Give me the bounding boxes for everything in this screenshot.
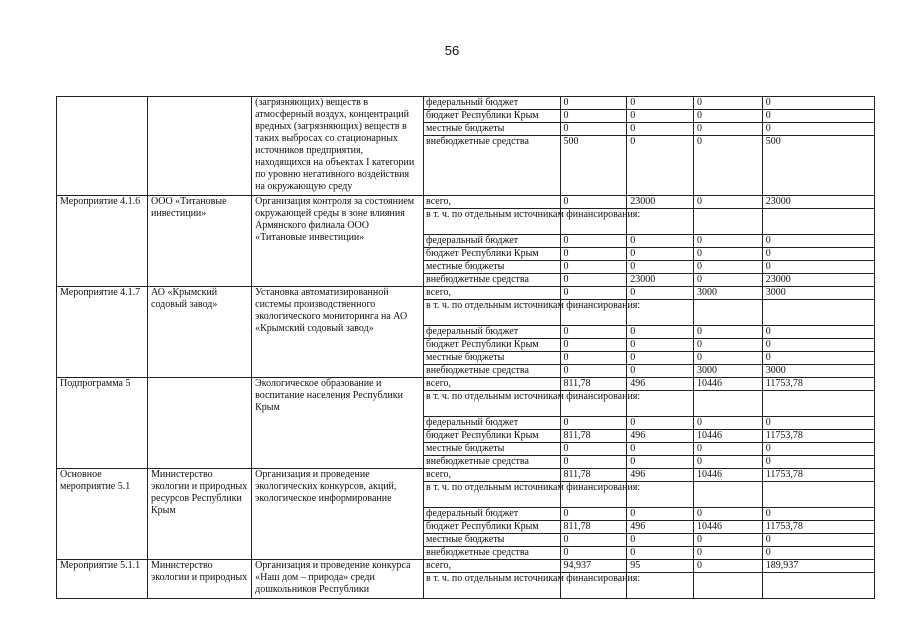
value-cell-4: [762, 300, 874, 326]
value-cell-1: 0: [560, 261, 627, 274]
measure-description-cell: Организация контроля за состоянием окружающей среды в зоне влияния Армянского филиала ООО «Титановые инвестиции»: [252, 196, 424, 287]
measure-code-cell: Мероприятие 5.1.1: [57, 560, 148, 599]
table-row: [57, 378, 875, 391]
value-cell-1: 0: [560, 248, 627, 261]
value-cell-2: 0: [627, 110, 694, 123]
value-cell-2: 23000: [627, 274, 694, 287]
measure-description-cell: Установка автоматизированной системы производственного экологического мониторинга на АО «Крымский содовый завод»: [252, 287, 424, 378]
table-row: [57, 469, 875, 482]
funding-source-cell: федеральный бюджет: [424, 417, 561, 430]
value-cell-2: 496: [627, 521, 694, 534]
value-cell-4: [762, 482, 874, 508]
value-cell-2: 0: [627, 123, 694, 136]
funding-source-cell: в т. ч. по отдельным источникам финансирования:: [424, 391, 561, 417]
value-cell-1: 811,78: [560, 521, 627, 534]
value-cell-4: [762, 573, 874, 599]
measure-description-cell: Организация и проведение конкурса «Наш дом – природа» среди дошкольников Республики: [252, 560, 424, 599]
value-cell-1: 811,78: [560, 378, 627, 391]
funding-source-cell: внебюджетные средства: [424, 274, 561, 287]
funding-source-cell: всего,: [424, 287, 561, 300]
funding-source-cell: местные бюджеты: [424, 352, 561, 365]
executor-cell: [148, 378, 252, 469]
table-row: [57, 560, 875, 573]
value-cell-3: 0: [693, 326, 762, 339]
value-cell-3: [693, 209, 762, 235]
value-cell-1: 0: [560, 97, 627, 110]
value-cell-4: 0: [762, 443, 874, 456]
value-cell-3: 0: [693, 136, 762, 196]
value-cell-1: 500: [560, 136, 627, 196]
value-cell-1: 811,78: [560, 430, 627, 443]
value-cell-4: 23000: [762, 274, 874, 287]
value-cell-3: 0: [693, 110, 762, 123]
value-cell-3: [693, 300, 762, 326]
value-cell-1: 0: [560, 352, 627, 365]
value-cell-2: 0: [627, 136, 694, 196]
value-cell-3: 0: [693, 352, 762, 365]
value-cell-4: 0: [762, 110, 874, 123]
funding-source-cell: федеральный бюджет: [424, 235, 561, 248]
value-cell-1: 0: [560, 110, 627, 123]
value-cell-4: 0: [762, 123, 874, 136]
value-cell-1: 0: [560, 456, 627, 469]
value-cell-3: 0: [693, 235, 762, 248]
value-cell-4: 0: [762, 352, 874, 365]
value-cell-3: 10446: [693, 430, 762, 443]
value-cell-3: 0: [693, 196, 762, 209]
value-cell-4: 11753,78: [762, 469, 874, 482]
value-cell-4: [762, 391, 874, 417]
budget-table: [56, 96, 875, 599]
value-cell-2: 0: [627, 97, 694, 110]
value-cell-3: 0: [693, 508, 762, 521]
executor-cell: АО «Крымский содовый завод»: [148, 287, 252, 378]
value-cell-4: 0: [762, 456, 874, 469]
value-cell-3: [693, 391, 762, 417]
value-cell-3: 0: [693, 274, 762, 287]
funding-source-cell: всего,: [424, 378, 561, 391]
value-cell-2: 0: [627, 456, 694, 469]
measure-description-cell: Организация и проведение экологических конкурсов, акций, экологическое информирование: [252, 469, 424, 560]
executor-cell: ООО «Титановые инвестиции»: [148, 196, 252, 287]
value-cell-2: 95: [627, 560, 694, 573]
value-cell-1: 0: [560, 123, 627, 136]
value-cell-3: 0: [693, 248, 762, 261]
measure-description-cell: Экологическое образование и воспитание населения Республики Крым: [252, 378, 424, 469]
funding-source-cell: в т. ч. по отдельным источникам финансирования:: [424, 573, 561, 599]
value-cell-1: 0: [560, 326, 627, 339]
table-row: [57, 196, 875, 209]
value-cell-2: 0: [627, 547, 694, 560]
value-cell-2: 0: [627, 287, 694, 300]
value-cell-4: 0: [762, 326, 874, 339]
value-cell-3: 0: [693, 534, 762, 547]
value-cell-4: 0: [762, 248, 874, 261]
funding-source-cell: в т. ч. по отдельным источникам финансирования:: [424, 482, 561, 508]
value-cell-2: 496: [627, 378, 694, 391]
funding-source-cell: в т. ч. по отдельным источникам финансирования:: [424, 300, 561, 326]
funding-source-cell: бюджет Республики Крым: [424, 110, 561, 123]
value-cell-4: 23000: [762, 196, 874, 209]
funding-source-cell: бюджет Республики Крым: [424, 248, 561, 261]
funding-source-cell: внебюджетные средства: [424, 547, 561, 560]
funding-source-cell: внебюджетные средства: [424, 365, 561, 378]
value-cell-3: 0: [693, 547, 762, 560]
value-cell-1: 0: [560, 339, 627, 352]
funding-source-cell: внебюджетные средства: [424, 456, 561, 469]
table-row: [57, 287, 875, 300]
value-cell-2: 23000: [627, 196, 694, 209]
funding-source-cell: всего,: [424, 469, 561, 482]
value-cell-3: 10446: [693, 469, 762, 482]
funding-source-cell: местные бюджеты: [424, 123, 561, 136]
value-cell-1: 0: [560, 508, 627, 521]
value-cell-4: 0: [762, 235, 874, 248]
value-cell-2: 0: [627, 443, 694, 456]
value-cell-2: 0: [627, 326, 694, 339]
value-cell-4: 0: [762, 97, 874, 110]
value-cell-2: 0: [627, 248, 694, 261]
value-cell-1: 94,937: [560, 560, 627, 573]
value-cell-2: 0: [627, 352, 694, 365]
funding-source-cell: всего,: [424, 196, 561, 209]
value-cell-4: 11753,78: [762, 430, 874, 443]
funding-source-cell: местные бюджеты: [424, 443, 561, 456]
value-cell-3: 0: [693, 417, 762, 430]
value-cell-1: 0: [560, 365, 627, 378]
funding-source-cell: бюджет Республики Крым: [424, 430, 561, 443]
measure-code-cell: Основное мероприятие 5.1: [57, 469, 148, 560]
value-cell-4: 11753,78: [762, 521, 874, 534]
value-cell-4: 11753,78: [762, 378, 874, 391]
value-cell-1: 0: [560, 534, 627, 547]
value-cell-1: 0: [560, 417, 627, 430]
funding-source-cell: бюджет Республики Крым: [424, 339, 561, 352]
value-cell-3: 10446: [693, 378, 762, 391]
value-cell-1: 0: [560, 196, 627, 209]
value-cell-4: 0: [762, 547, 874, 560]
executor-cell: Министерство экологии и природных: [148, 560, 252, 599]
value-cell-1: 811,78: [560, 469, 627, 482]
executor-cell: Министерство экологии и природных ресурсов Республики Крым: [148, 469, 252, 560]
funding-source-cell: в т. ч. по отдельным источникам финансирования:: [424, 209, 561, 235]
value-cell-3: 0: [693, 456, 762, 469]
funding-source-cell: внебюджетные средства: [424, 136, 561, 196]
funding-source-cell: местные бюджеты: [424, 261, 561, 274]
value-cell-2: 496: [627, 430, 694, 443]
value-cell-3: 0: [693, 339, 762, 352]
value-cell-1: 0: [560, 287, 627, 300]
executor-cell: [148, 97, 252, 196]
value-cell-1: 0: [560, 443, 627, 456]
value-cell-4: 0: [762, 417, 874, 430]
value-cell-1: 0: [560, 547, 627, 560]
value-cell-3: 0: [693, 97, 762, 110]
value-cell-3: 0: [693, 443, 762, 456]
value-cell-3: 0: [693, 123, 762, 136]
value-cell-3: 0: [693, 560, 762, 573]
value-cell-2: 496: [627, 469, 694, 482]
value-cell-3: [693, 573, 762, 599]
value-cell-3: [693, 482, 762, 508]
value-cell-4: 500: [762, 136, 874, 196]
value-cell-2: 0: [627, 508, 694, 521]
value-cell-1: 0: [560, 235, 627, 248]
value-cell-2: 0: [627, 261, 694, 274]
value-cell-4: 3000: [762, 365, 874, 378]
funding-source-cell: местные бюджеты: [424, 534, 561, 547]
value-cell-4: 0: [762, 508, 874, 521]
funding-source-cell: федеральный бюджет: [424, 326, 561, 339]
funding-source-cell: бюджет Республики Крым: [424, 521, 561, 534]
measure-code-cell: Мероприятие 4.1.6: [57, 196, 148, 287]
value-cell-4: [762, 209, 874, 235]
value-cell-3: 3000: [693, 287, 762, 300]
value-cell-3: 10446: [693, 521, 762, 534]
value-cell-4: 189,937: [762, 560, 874, 573]
measure-code-cell: Подпрограмма 5: [57, 378, 148, 469]
value-cell-2: 0: [627, 365, 694, 378]
value-cell-3: 0: [693, 261, 762, 274]
value-cell-2: 0: [627, 417, 694, 430]
value-cell-1: 0: [560, 274, 627, 287]
funding-source-cell: всего,: [424, 560, 561, 573]
value-cell-2: 0: [627, 235, 694, 248]
value-cell-2: 0: [627, 534, 694, 547]
table-row: [57, 97, 875, 110]
value-cell-3: 3000: [693, 365, 762, 378]
value-cell-2: 0: [627, 339, 694, 352]
measure-code-cell: Мероприятие 4.1.7: [57, 287, 148, 378]
measure-description-cell: (загрязняющих) веществ в атмосферный воздух, концентраций вредных (загрязняющих) веществ в таких выбросах со стационарных источников предприятия, находящихся на объектах I категории по уровню негативного воздействия на окружающую среду: [252, 97, 424, 196]
measure-code-cell: [57, 97, 148, 196]
value-cell-4: 0: [762, 339, 874, 352]
value-cell-4: 0: [762, 534, 874, 547]
value-cell-4: 0: [762, 261, 874, 274]
funding-source-cell: федеральный бюджет: [424, 97, 561, 110]
page-number: 56: [444, 43, 460, 58]
value-cell-4: 3000: [762, 287, 874, 300]
funding-source-cell: федеральный бюджет: [424, 508, 561, 521]
